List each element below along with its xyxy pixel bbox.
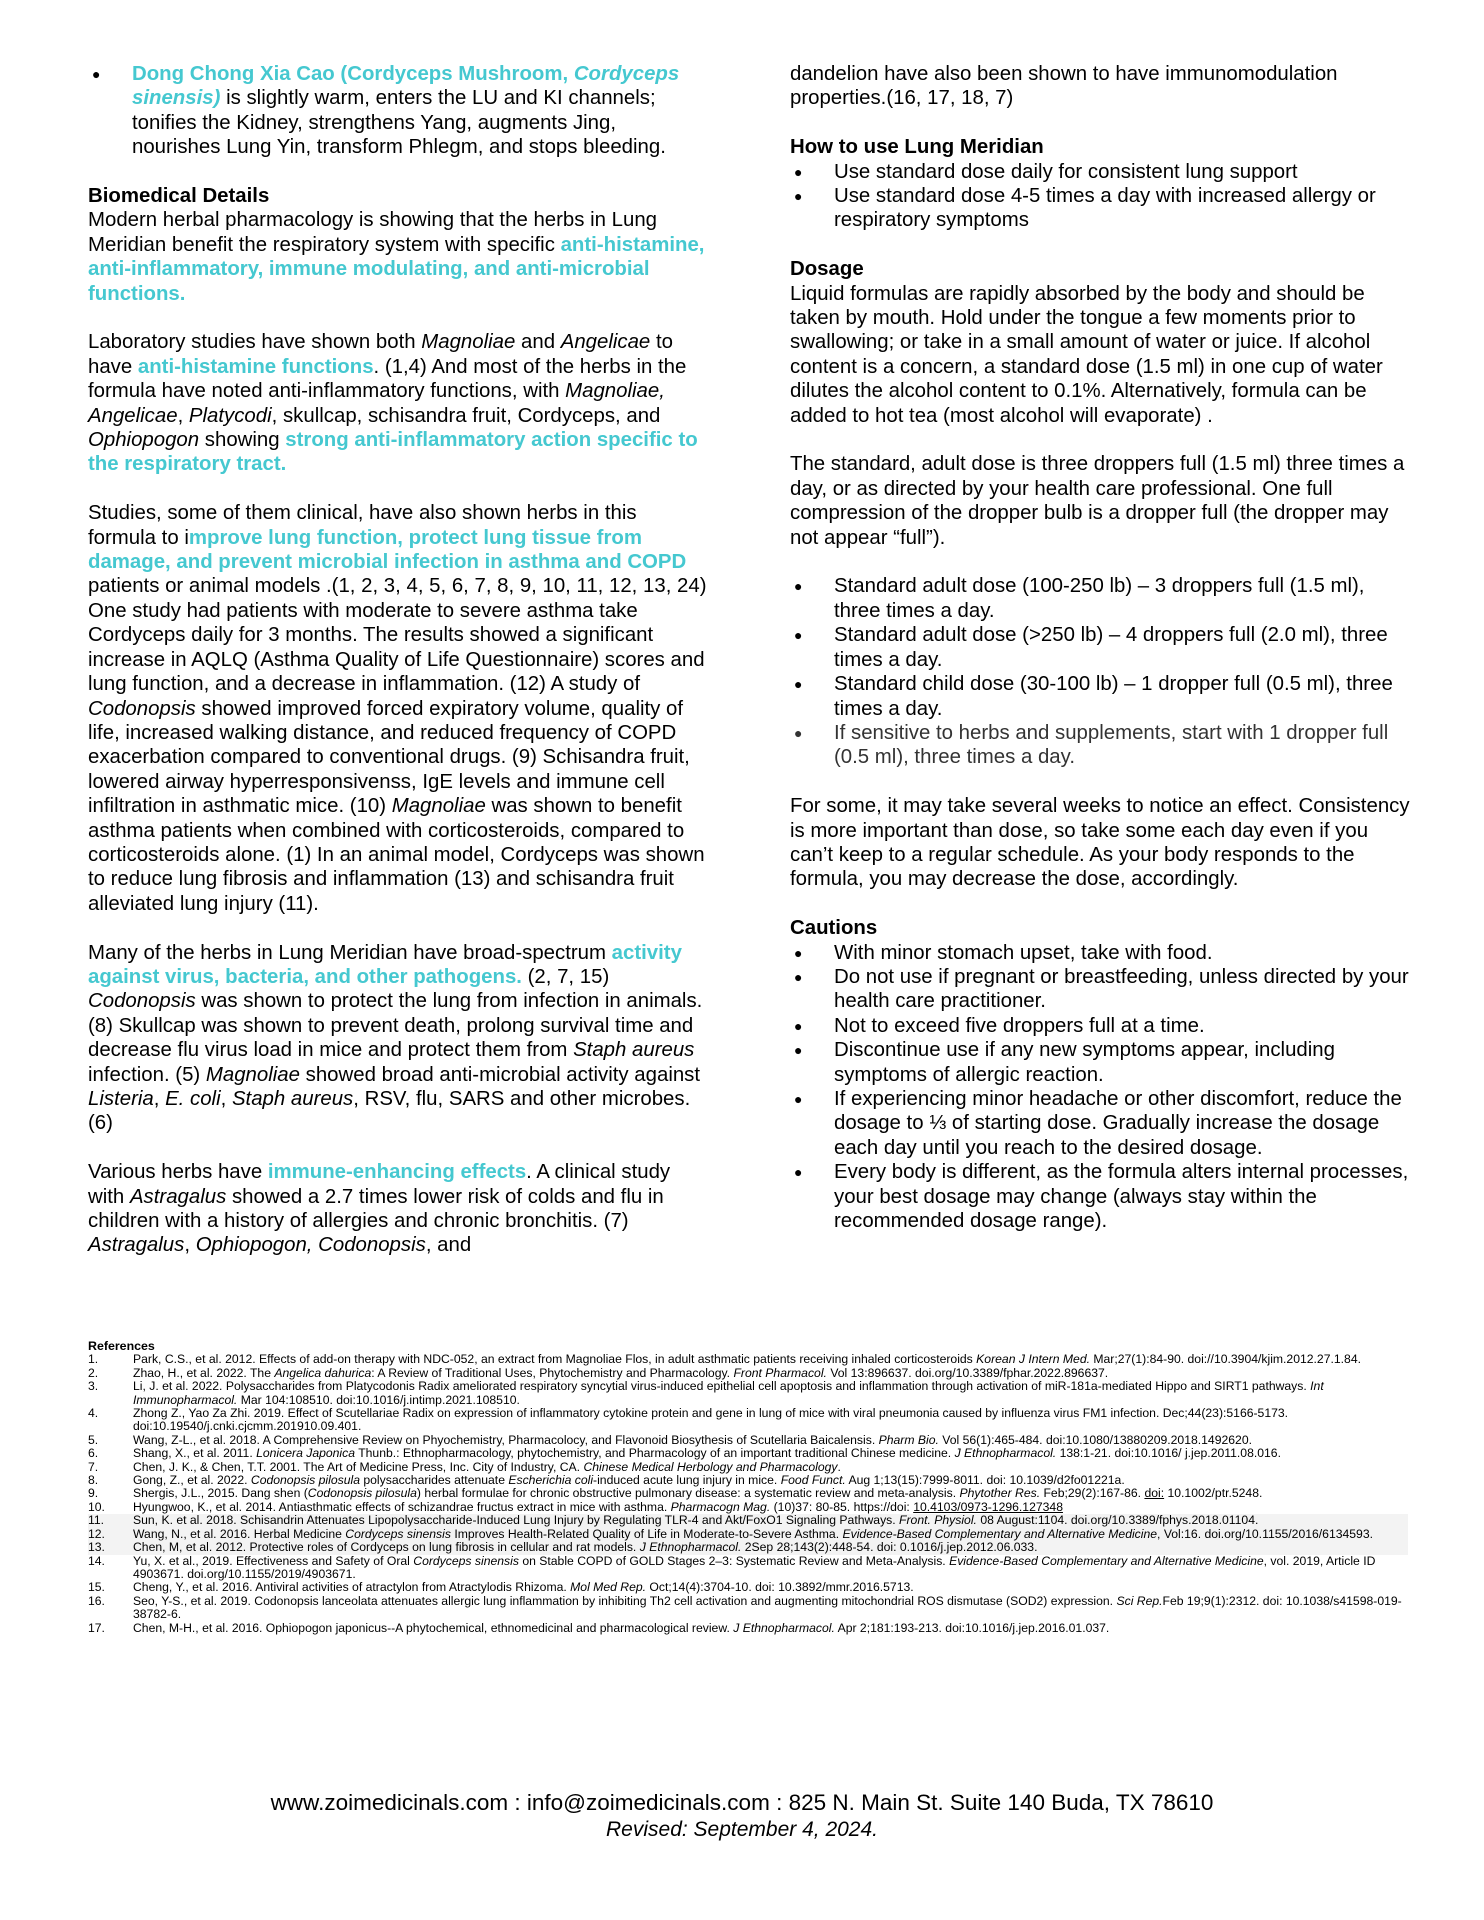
footer-revised-date: Revised: September 4, 2024. (606, 1818, 878, 1841)
how-to-use-heading: How to use Lung Meridian (790, 136, 1044, 159)
list-item: ● Standard child dose (30-100 lb) – 1 dropper full (0.5 ml), three times a day. (790, 672, 1410, 721)
list-item: ● If sensitive to herbs and supplements, start with 1 dropper full (0.5 ml), three times a day. (790, 721, 1410, 770)
biomedical-heading: Biomedical Details (88, 185, 270, 208)
reference-item: 6. Shang, X., et al. 2011. Lonicera Japonica Thunb.: Ethnopharmacology, phytochemistry, and Pharmacology of an important traditional Chinese medicine. J Ethnopharmacol. 138:1-21. doi:10.1016/ j.jep.2011.08.016. (88, 1446, 1281, 1461)
reference-item: 11. Sun, K. et al. 2018. Schisandrin Attenuates Lipopolysaccharide-Induced Lung Injury by Regulating TLR-4 and Akt/FoxO1 Signaling Pathways. Front. Physiol. 08 August:1104. doi.org/10.3389/fphys.2018.01104. (88, 1514, 1408, 1527)
reference-item: 12. Wang, N., et al. 2016. Herbal Medicine Cordyceps sinensis Improves Health-Related Quality of Life in Moderate-to-Severe Asthma. Evidence-Based Complementary and Alternative Medicine, Vol:16. doi.org/10.1155/2016/6134593. (88, 1528, 1408, 1541)
reference-item: 2. Zhao, H., et al. 2022. The Angelica dahurica: A Review of Traditional Uses, Phytochemistry and Pharmacology. Front Pharmacol. Vol 13:896637. doi.org/10.3389/fphar.2022.896637. (88, 1365, 1109, 1380)
paragraph-1: Modern herbal pharmacology is showing that the herbs in Lung Meridian benefit the respiratory system with specific anti-histamine, anti-inflammatory, immune modulating, and anti-microbial functions. (88, 209, 705, 305)
list-item: ● With minor stomach upset, take with food. (790, 941, 1410, 965)
reference-link[interactable]: 10.4103/0973-1296.127348 (913, 1499, 1063, 1514)
references-list (88, 1353, 1408, 1635)
list-item: ● Use standard dose daily for consistent lung support (790, 160, 1410, 184)
reference-item: 15. Cheng, Y., et al. 2016. Antiviral activities of atractylon from Atractylodis Rhizoma. Mol Med Rep. Oct;14(4):3704-10. doi: 10.3892/mmr.2016.5713. (88, 1580, 914, 1595)
reference-item: 4. Zhong Z., Yao Za Zhi. 2019. Effect of Scutellariae Radix on expression of inflammatory cytokine protein and gene in lung of mice with viral pneumonia caused by influenza virus FM1 infection. Dec;44(23):5166-5173. doi:10.19540/j.cnki.cjcmm.201910.09.401. (88, 1406, 1289, 1434)
reference-item: 17. Chen, M-H., et al. 2016. Ophiopogon japonicus--A phytochemical, ethnomedicinal and pharmacological review. J Ethnopharmacol. Apr 2;181:193-213. doi:10.1016/j.jep.2016.01.037. (88, 1620, 1110, 1635)
list-item: ● Not to exceed five droppers full at a time. (790, 1014, 1410, 1038)
continued-paragraph: dandelion have also been shown to have immunomodulation properties.(16, 17, 18, 7) (790, 63, 1338, 110)
list-item: ● If experiencing minor headache or other discomfort, reduce the dosage to ⅓ of starting dose. Gradually increase the dosage each day until you reach to the desired dosage. (790, 1087, 1410, 1160)
left-column (88, 62, 708, 1282)
dose-list (790, 574, 1410, 769)
dosage-paragraph-3: For some, it may take several weeks to notice an effect. Consistency is more important than dose, so take some each day even if you can’t keep to a regular schedule. As your body responds to the formula, you may decrease the dose, accordingly. (790, 795, 1410, 891)
list-item: ● Do not use if pregnant or breastfeeding, unless directed by your health care practitioner. (790, 965, 1410, 1014)
paragraph-5: Various herbs have immune-enhancing effects. A clinical study with Astragalus showed a 2.7 times lower risk of colds and flu in children with a history of allergies and chronic bronchitis. (7) Astragalus, Ophiopogon, Codonopsis, and (88, 1161, 671, 1257)
reference-item: 8. Gong, Z., et al. 2022. Codonopsis pilosula polysaccharides attenuate Escherichia coli-induced acute lung injury in mice. Food Funct. Aug 1;13(15):7999-8011. doi: 10.1039/d2fo01221a. (88, 1473, 1125, 1488)
references-heading: References (88, 1339, 155, 1353)
cautions-heading: Cautions (790, 917, 878, 940)
right-column (790, 62, 1410, 1233)
list-item: ● Standard adult dose (>250 lb) – 4 droppers full (2.0 ml), three times a day. (790, 623, 1410, 672)
dosage-paragraph-1: Liquid formulas are rapidly absorbed by the body and should be taken by mouth. Hold under the tongue a few moments prior to swallowing; or take in a small amount of water or juice. If alcohol content is a concern, a standard dose (1.5 ml) in one cup of water dilutes the alcohol content to 0.1%. Alternatively, formula can be added to hot tea (most alcohol will evaporate) . (790, 282, 1383, 427)
reference-link[interactable]: doi: (1144, 1486, 1165, 1501)
reference-item: 14. Yu, X. et al., 2019. Effectiveness and Safety of Oral Cordyceps sinensis on Stable COPD of GOLD Stages 2–3: Systematic Review and Meta-Analysis. Evidence-Based Complementary and Alternative Medicine, vol. 2019, Article ID 4903671. doi.org/10.1155/2019/4903671. (88, 1553, 1376, 1581)
reference-item: 16. Seo, Y-S., et al. 2019. Codonopsis lanceolata attenuates allergic lung inflammation by inhibiting Th2 cell activation and augmenting mitochondrial ROS dismutase (SOD2) expression. Sci Rep.Feb 19;9(1):2312. doi: 10.1038/s41598-019-38782-6. (88, 1593, 1402, 1622)
footer-contact: www.zoimedicinals.com : info@zoimedicinals.com : 825 N. Main St. Suite 140 Buda, TX 78610 (270, 1790, 1214, 1815)
list-item: ● Every body is different, as the formula alters internal processes, your best dosage may change (always stay within the recommended dosage range). (790, 1160, 1410, 1233)
how-to-use-list (790, 160, 1410, 233)
reference-item: 10. Hyungwoo, K., et al. 2014. Antiasthmatic effects of schizandrae fructus extract in mice with asthma. Pharmacogn Mag. (10)37: 80-85. https://doi: 10.4103/0973-1296.127348 (88, 1499, 1063, 1514)
reference-item: 9. Shergis, J.L., 2015. Dang shen (Codonopsis pilosula) herbal formulae for chronic obstructive pulmonary disease: a systematic review and meta-analysis. Phytother Res. Feb;29(2):167-86. doi: 10.1002/ptr.5248. (88, 1486, 1263, 1501)
reference-item: 7. Chen, J. K., & Chen, T.T. 2001. The Art of Medicine Press, Inc. City of Industry, CA. Chinese Medical Herbology and Pharmacology. (88, 1459, 841, 1474)
list-item: ● Discontinue use if any new symptoms appear, including symptoms of allergic reaction. (790, 1038, 1410, 1087)
paragraph-4: Many of the herbs in Lung Meridian have broad-spectrum activity against virus, bacteria, and other pathogens. (2, 7, 15) Codonopsis was shown to protect the lung from infection in animals. (8) Skullcap was shown to prevent death, prolong survival time and decrease flu virus load in mice and protect them from Staph aureus infection. (5) Magnoliae showed broad anti-microbial activity against Listeria, E. coli, Staph aureus, RSV, flu, SARS and other microbes. (6) (88, 941, 703, 1135)
list-item: ● Use standard dose 4-5 times a day with increased allergy or respiratory symptoms (790, 184, 1410, 233)
dosage-heading: Dosage (790, 258, 864, 281)
reference-item: 5. Wang, Z-L., et al. 2018. A Comprehensive Review on Phyochemistry, Pharmacolocy, and Flavonoid Biosythesis of Scutellaria Baicalensis. Pharm Bio. Vol 56(1):465-484. doi:10.1080/13880209.2018.1492620. (88, 1432, 1252, 1447)
reference-item: 1. Park, C.S., et al. 2012. Effects of add-on therapy with NDC-052, an extract from Magnoliae Flos, in adult asthmatic patients receiving inhaled corticosteroids Korean J Intern Med. Mar;27(1):84-90. doi://10.3904/kjim.2012.27.1.84. (88, 1352, 1361, 1367)
cautions-list (790, 941, 1410, 1234)
reference-item: 13. Chen, M, et al. 2012. Protective roles of Cordyceps on lung fibrosis in cellular and rat models. J Ethnopharmacol. 2Sep 28;143(2):448-54. doi: 0.1016/j.jep.2012.06.033. (88, 1541, 1408, 1554)
references-section (88, 1340, 1408, 1635)
list-item: ● Standard adult dose (100-250 lb) – 3 droppers full (1.5 ml), three times a day. (790, 574, 1410, 623)
reference-item: 3. Li, J. et al. 2022. Polysaccharides from Platycodonis Radix ameliorated respiratory syncytial virus-induced epithelial cell apoptosis and inflammation through activation of miR-181a-mediated Hippo and SIRT1 pathways. Int Immunopharmacol. Mar 104:108510. doi:10.1016/j.intimp.2021.108510. (88, 1379, 1324, 1407)
paragraph-3: Studies, some of them clinical, have also shown herbs in this formula to improve lung function, protect lung tissue from damage, and prevent microbial infection in asthma and COPD patients or animal models .(1, 2, 3, 4, 5, 6, 7, 8, 9, 10, 11, 12, 13, 24) One study had patients with moderate to severe asthma take Cordyceps daily for 3 months. The results showed a significant increase in AQLQ (Asthma Quality of Life Questionnaire) scores and lung function, and a decrease in inflammation. (12) A study of Codonopsis showed improved forced expiratory volume, quality of life, increased walking distance, and reduced frequency of COPD exacerbation compared to conventional drugs. (9) Schisandra fruit, lowered airway hyperresponsivenss, IgE levels and immune cell infiltration in asthmatic mice. (10) Magnoliae was shown to benefit asthma patients when combined with corticosteroids, compared to corticosteroids alone. (1) In an animal model, Cordyceps was shown to reduce lung fibrosis and inflammation (13) and schisandra fruit alleviated lung injury (11). (88, 502, 707, 915)
intro-list (88, 62, 708, 160)
paragraph-2: Laboratory studies have shown both Magnoliae and Angelicae to have anti-histamine functions. (1,4) And most of the herbs in the formula have noted anti-inflammatory functions, with Magnoliae, Angelicae, Platycodi, skullcap, schisandra fruit, Cordyceps, and Ophiopogon showing strong anti-inflammatory action specific to the respiratory tract. (88, 331, 698, 476)
cordyceps-bullet: ● Dong Chong Xia Cao (Cordyceps Mushroom, Cordyceps sinensis) is slightly warm, enters the LU and KI channels; tonifies the Kidney, strengthens Yang, augments Jing, nourishes Lung Yin, transform Phlegm, and stops bleeding. (88, 62, 708, 160)
dosage-paragraph-2: The standard, adult dose is three droppers full (1.5 ml) three times a day, or as directed by your health care professional. One full compression of the dropper bulb is a dropper full (the dropper may not appear “full”). (790, 453, 1405, 549)
